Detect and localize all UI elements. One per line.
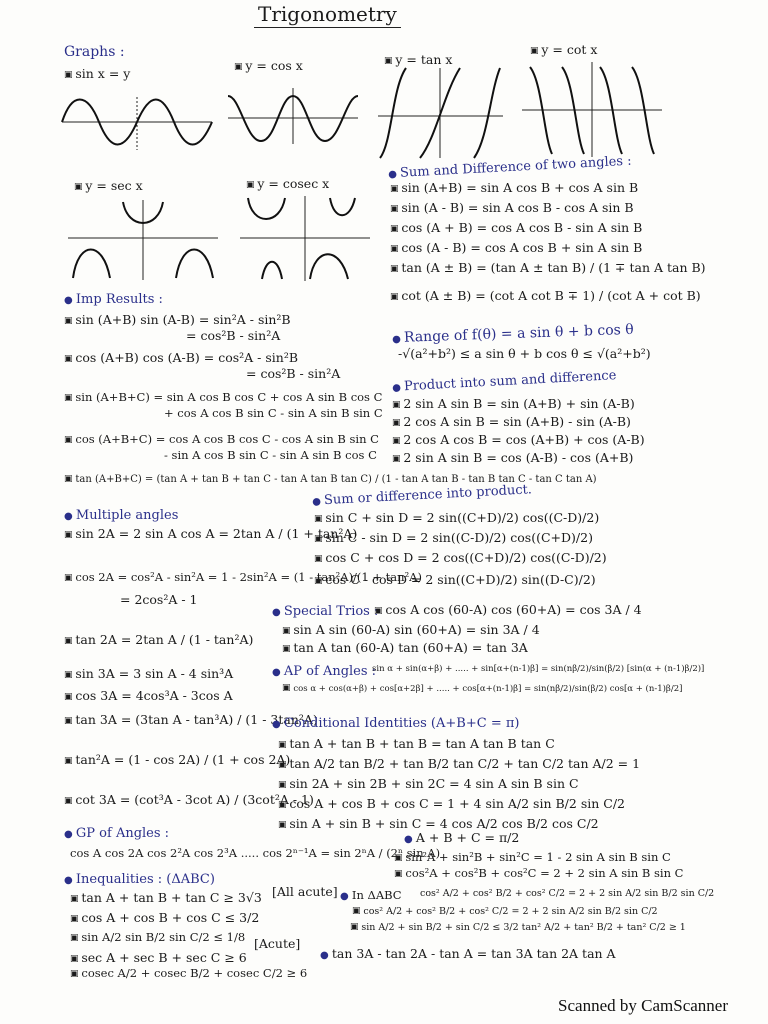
- cond-line-3: ▣ sin 2A + sin 2B + sin 2C = 4 sin A sin B sin C: [278, 776, 579, 791]
- sec-graph-label: ▣ y = sec x: [74, 178, 143, 193]
- multiple-line-7: ▣ tan 3A = (3tan A - tan³A) / (1 - 3tan²A): [64, 712, 318, 727]
- imp-line-3: ▣ cos (A+B) cos (A-B) = cos²A - sin²B: [64, 350, 298, 365]
- ineq-line-2: ▣ cos A + cos B + cos C ≤ 3/2: [70, 910, 259, 925]
- multiple-line-9: ▣ cot 3A = (cot³A - 3cot A) / (3cot²A - 1): [64, 792, 314, 807]
- multiple-line-5: ▣ sin 3A = 3 sin A - 4 sin³A: [64, 666, 233, 681]
- cond-line-2: ▣ tan A/2 tan B/2 + tan B/2 tan C/2 + tan C/2 tan A/2 = 1: [278, 756, 640, 771]
- sum-diff-line-5: ▣ tan (A ± B) = (tan A ± tan B) / (1 ∓ tan A tan B): [390, 260, 706, 275]
- sum-diff-line-4: ▣ cos (A - B) = cos A cos B + sin A sin B: [390, 240, 642, 255]
- gp-line: cos A cos 2A cos 2²A cos 2³A ..... cos 2ⁿ⁻¹A = sin 2ⁿA / (2ⁿ sin A): [70, 846, 441, 860]
- ineq-line-3: ▣ sin A/2 sin B/2 sin C/2 ≤ 1/8: [70, 930, 245, 944]
- cot-graph-label: ▣ y = cot x: [530, 42, 597, 57]
- imp-heading: ● Imp Results :: [64, 292, 163, 307]
- ineq-line-5: ▣ cosec A/2 + cosec B/2 + cosec C/2 ≥ 6: [70, 966, 307, 980]
- tan-graph-label: ▣ y = tan x: [384, 52, 452, 67]
- special-line-2: ▣ sin A sin (60-A) sin (60+A) = sin 3A / 4: [282, 622, 540, 637]
- special-line-3: ▣ tan A tan (60-A) tan (60+A) = tan 3A: [282, 640, 528, 655]
- page-title: Trigonometry: [254, 2, 401, 28]
- sip-line-1: ▣ sin C + sin D = 2 sin((C+D)/2) cos((C-D)/2): [314, 510, 599, 525]
- sum-diff-heading: ● Sum and Difference of two angles :: [388, 154, 632, 182]
- graphs-heading: Graphs :: [64, 44, 125, 60]
- ineq-line-4: ▣ sec A + sec B + sec C ≥ 6: [70, 950, 247, 965]
- imp-line-9: ▣ tan (A+B+C) = (tan A + tan B + tan C - tan A tan B tan C) / (1 - tan A tan B - tan B tan C - tan C tan A): [64, 474, 597, 485]
- product-line-3: ▣ 2 cos A cos B = cos (A+B) + cos (A-B): [392, 432, 645, 447]
- product-heading: ● Product into sum and difference: [392, 368, 617, 395]
- product-line-1: ▣ 2 sin A sin B = sin (A+B) + sin (A-B): [392, 396, 635, 411]
- ap-heading: ● AP of Angles :: [272, 664, 376, 679]
- ineq-note-2: [Acute]: [254, 936, 301, 951]
- triangle-head: ● In ΔABC: [340, 888, 402, 902]
- sec-graph: [68, 200, 218, 284]
- special-line-1: ▣ cos A cos (60-A) cos (60+A) = cos 3A / 4: [374, 602, 642, 617]
- ineq-line-1: ▣ tan A + tan B + tan C ≥ 3√3: [70, 890, 262, 905]
- cosec-graph: [240, 196, 370, 285]
- triangle-line-2: ▣ cos² A/2 + cos² B/2 + cos² C/2 = 2 + 2 sin A/2 sin B/2 sin C/2: [352, 906, 658, 917]
- abc-head: ● A + B + C = π/2: [404, 830, 519, 845]
- imp-line-7: ▣ cos (A+B+C) = cos A cos B cos C - cos A sin B sin C: [64, 432, 379, 446]
- multiple-heading: ● Multiple angles: [64, 508, 178, 523]
- tan-graph: [378, 68, 503, 162]
- multiple-line-4: ▣ tan 2A = 2tan A / (1 - tan²A): [64, 632, 253, 647]
- imp-line-8: - sin A cos B sin C - sin A sin B cos C: [164, 448, 377, 462]
- cond-line-5: ▣ sin A + sin B + sin C = 4 cos A/2 cos B/2 cos C/2: [278, 816, 599, 831]
- multiple-line-6: ▣ cos 3A = 4cos³A - 3cos A: [64, 688, 233, 703]
- cot-graph: [522, 62, 662, 161]
- gp-heading: ● GP of Angles :: [64, 826, 169, 841]
- imp-line-1: ▣ sin (A+B) sin (A-B) = sin²A - sin²B: [64, 312, 291, 327]
- triangle-line-1: cos² A/2 + cos² B/2 + cos² C/2 = 2 + 2 sin A/2 sin B/2 sin C/2: [420, 888, 715, 899]
- sip-line-4: ▣ cos C - cos D = 2 sin((C+D)/2) sin((D-C)/2): [314, 572, 596, 587]
- special-heading: ● Special Trios :: [272, 604, 378, 619]
- cosec-graph-label: ▣ y = cosec x: [246, 176, 329, 191]
- sin-graph: [62, 92, 212, 156]
- cond-line-4: ▣ cos A + cos B + cos C = 1 + 4 sin A/2 sin B/2 sin C/2: [278, 796, 625, 811]
- scanner-footer: Scanned by CamScanner: [558, 996, 728, 1015]
- abc-line-1: ▣ sin²A + sin²B + sin²C = 1 - 2 sin A sin B sin C: [394, 850, 671, 864]
- imp-line-4: = cos²B - sin²A: [246, 366, 341, 381]
- ap-line-2: ▣ cos α + cos(α+β) + cos[α+2β] + ..... + cos[α+(n-1)β] = sin(nβ/2)/sin(β/2) cos[α + (n-1)β/2]: [282, 684, 682, 694]
- last-identity: ● tan 3A - tan 2A - tan A = tan 3A tan 2A tan A: [320, 946, 616, 961]
- sin-graph-label: ▣ sin x = y: [64, 66, 130, 81]
- range-heading: ● Range of f(θ) = a sin θ + b cos θ: [392, 322, 634, 346]
- ap-line-1: sin α + sin(α+β) + ..... + sin[α+(n-1)β] = sin(nβ/2)/sin(β/2) [sin(α + (n-1)β/2)]: [372, 664, 705, 674]
- sum-diff-line-3: ▣ cos (A + B) = cos A cos B - sin A sin B: [390, 220, 642, 235]
- abc-line-2: ▣ cos²A + cos²B + cos²C = 2 + 2 sin A sin B sin C: [394, 866, 683, 880]
- triangle-line-3: ▣ sin A/2 + sin B/2 + sin C/2 ≤ 3/2 tan² A/2 + tan² B/2 + tan² C/2 ≥ 1: [350, 922, 686, 933]
- range-line: -√(a²+b²) ≤ a sin θ + b cos θ ≤ √(a²+b²): [398, 346, 651, 361]
- sum-diff-line-2: ▣ sin (A - B) = sin A cos B - cos A sin B: [390, 200, 634, 215]
- sum-diff-line-1: ▣ sin (A+B) = sin A cos B + cos A sin B: [390, 180, 638, 195]
- sum-diff-line-6: ▣ cot (A ± B) = (cot A cot B ∓ 1) / (cot A + cot B): [390, 288, 701, 303]
- multiple-line-1: ▣ sin 2A = 2 sin A cos A = 2tan A / (1 + tan²A): [64, 526, 357, 541]
- multiple-line-2: ▣ cos 2A = cos²A - sin²A = 1 - 2sin²A = (1 - tan²A)/(1 + tan²A): [64, 570, 422, 584]
- cos-graph: [228, 86, 358, 150]
- imp-line-2: = cos²B - sin²A: [186, 328, 281, 343]
- cos-graph-label: ▣ y = cos x: [234, 58, 303, 73]
- sip-line-2: ▣ sin C - sin D = 2 sin((C-D)/2) cos((C+D)/2): [314, 530, 593, 545]
- imp-line-6: + cos A cos B sin C - sin A sin B sin C: [164, 406, 383, 420]
- product-line-2: ▣ 2 cos A sin B = sin (A+B) - sin (A-B): [392, 414, 631, 429]
- ineq-note-1: [All acute]: [272, 884, 338, 899]
- ineq-heading: ● Inequalities : (ΔABC): [64, 872, 215, 887]
- sip-line-3: ▣ cos C + cos D = 2 cos((C+D)/2) cos((C-D)/2): [314, 550, 607, 565]
- cond-line-1: ▣ tan A + tan B + tan B = tan A tan B tan C: [278, 736, 555, 751]
- imp-line-5: ▣ sin (A+B+C) = sin A cos B cos C + cos A sin B cos C: [64, 390, 382, 404]
- product-line-4: ▣ 2 sin A sin B = cos (A-B) - cos (A+B): [392, 450, 633, 465]
- multiple-line-8: ▣ tan²A = (1 - cos 2A) / (1 + cos 2A): [64, 752, 290, 767]
- sum-into-product-heading: ● Sum or difference into product.: [312, 482, 533, 508]
- multiple-line-3: = 2cos²A - 1: [120, 592, 198, 607]
- conditional-heading: ● Conditional Identities (A+B+C = π): [272, 716, 519, 731]
